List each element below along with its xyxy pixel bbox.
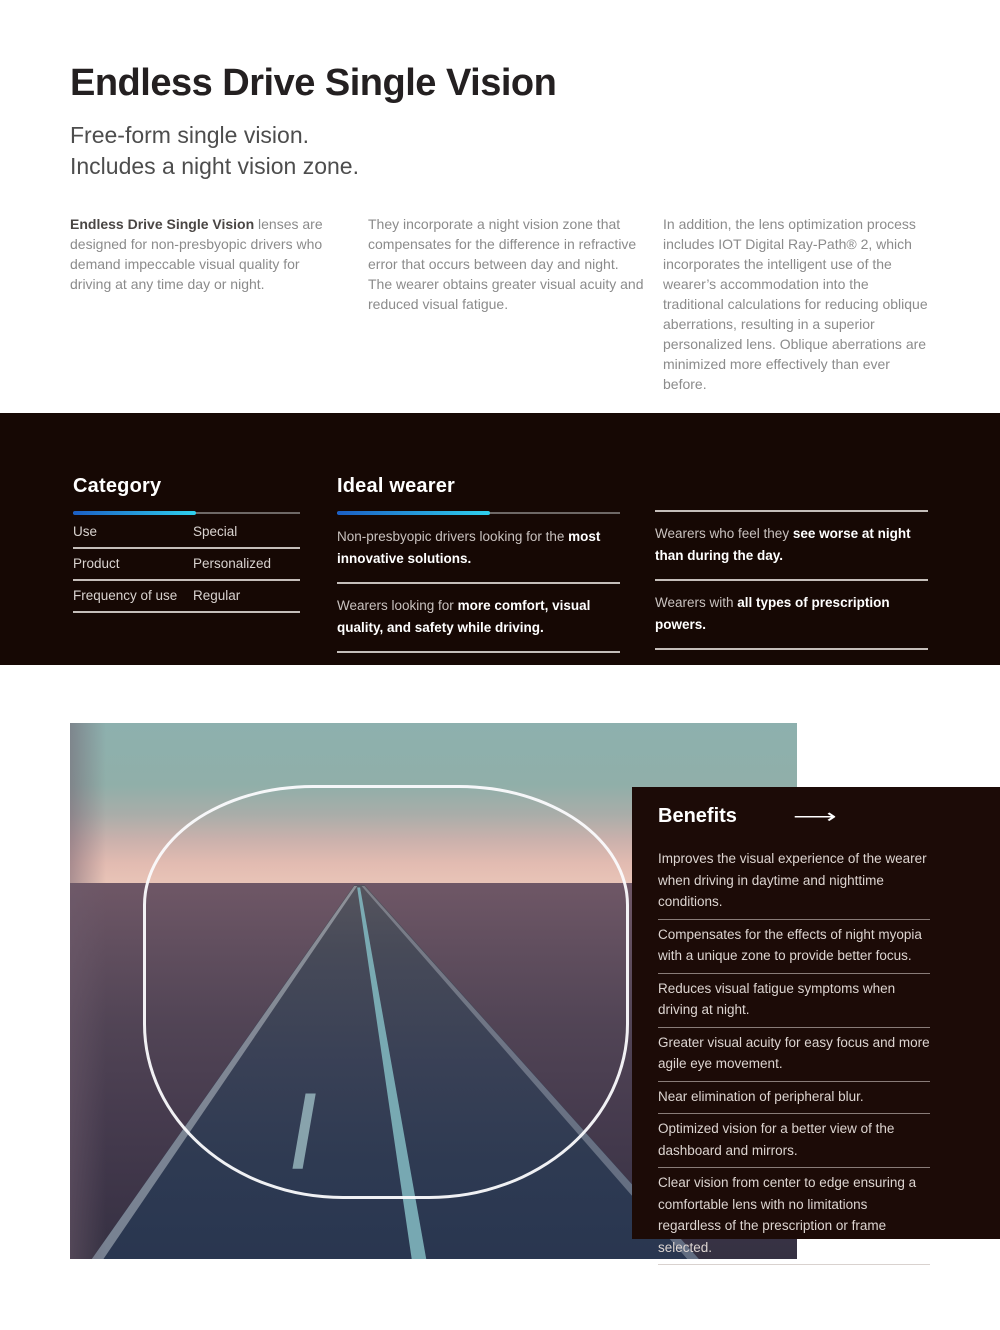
category-row-label: Product <box>73 556 120 571</box>
arrow-right-icon[interactable]: ⟶ <box>792 805 837 828</box>
benefit-item: Reduces visual fatigue symptoms when driving at night. <box>658 974 930 1028</box>
category-section <box>73 475 300 613</box>
benefits-title: Benefits <box>658 805 737 827</box>
category-row-value: Personalized <box>193 556 272 571</box>
benefit-item: Improves the visual experience of the wearer when driving in daytime and nighttime conditions. <box>658 844 930 920</box>
ideal-wearer-item-normal: Wearers who feel they <box>655 526 793 541</box>
page-title: Endless Drive Single Vision <box>70 62 557 104</box>
ideal-wearer-item-normal: Wearers with <box>655 595 738 610</box>
intro-paragraph-2: They incorporate a night vision zone that compensates for the difference in refractive error that occurs between day and night. The wearer obtains greater visual acuity and reduced visual fatigue. <box>368 216 644 312</box>
subtitle-line-1: Free-form single vision. <box>70 122 310 148</box>
category-row-value: Regular <box>193 588 241 603</box>
category-title-rule <box>73 511 300 515</box>
ideal-wearer-item-bold: see worse at night than during the day. <box>655 526 911 563</box>
category-band <box>0 413 1000 665</box>
category-row <box>73 549 300 581</box>
accent-gradient-bar <box>337 511 490 515</box>
ideal-wearer-item <box>655 581 928 650</box>
benefit-item: Compensates for the effects of night myopia with a unique zone to provide better focus. <box>658 920 930 974</box>
ideal-wearer-item <box>337 584 620 653</box>
intro-paragraph-1-text: lenses are designed for non-presbyopic drivers who demand impeccable visual quality for driving at any time day or night. <box>70 216 323 292</box>
ideal-wearer-title-rule <box>337 511 620 515</box>
ideal-wearer-title: Ideal wearer <box>337 475 456 497</box>
ideal-wearer-item <box>337 515 620 584</box>
ideal-wearer-item-bold: all types of prescription powers. <box>655 595 890 632</box>
accent-gradient-bar <box>73 511 196 515</box>
intro-paragraphs <box>70 214 931 394</box>
ideal-wearer-right-list <box>655 512 928 650</box>
subtitle-line-2: Includes a night vision zone. <box>70 153 359 179</box>
ideal-wearer-item <box>655 512 928 581</box>
ideal-wearer-section-right <box>655 510 928 650</box>
ideal-wearer-item-normal: Non-presbyopic drivers looking for the <box>337 529 569 544</box>
photo-edge-blur <box>70 723 106 1259</box>
category-row-label: Use <box>73 524 98 539</box>
benefit-item: Clear vision from center to edge ensuring a comfortable lens with no limitations regardless of the prescription or frame selected. <box>658 1168 930 1265</box>
ideal-wearer-left-list <box>337 515 620 653</box>
benefit-item: Greater visual acuity for easy focus and more agile eye movement. <box>658 1028 930 1082</box>
intro-paragraph-3: In addition, the lens optimization process includes IOT Digital Ray-Path® 2, which incorporates the intelligent use of the wearer’s accommodation into the traditional calculations for reducing oblique aberrations, resulting in a superior personalized lens. Oblique aberrations are minimized more effectively than ever before. <box>663 216 928 392</box>
benefits-header <box>658 805 930 828</box>
lens-outline <box>143 785 629 1199</box>
intro-paragraph-1 <box>70 214 332 394</box>
ideal-wearer-item-normal: Wearers looking for <box>337 598 458 613</box>
category-row-label: Frequency of use <box>73 588 178 603</box>
intro-paragraph-1-lead: Endless Drive Single Vision <box>70 216 255 232</box>
benefits-list <box>658 844 930 1265</box>
category-row <box>73 581 300 613</box>
ideal-wearer-section <box>337 475 620 653</box>
category-table <box>73 517 300 613</box>
category-row <box>73 517 300 549</box>
category-title: Category <box>73 475 162 497</box>
ideal-wearer-item-bold: more comfort, visual quality, and safety while driving. <box>337 598 591 635</box>
ideal-wearer-item-bold: most innovative solutions. <box>337 529 601 566</box>
benefit-item: Optimized vision for a better view of the dashboard and mirrors. <box>658 1114 930 1168</box>
benefit-item: Near elimination of peripheral blur. <box>658 1082 930 1115</box>
page-subtitle <box>70 120 359 182</box>
category-row-value: Special <box>193 524 238 539</box>
benefits-panel <box>632 787 1000 1255</box>
